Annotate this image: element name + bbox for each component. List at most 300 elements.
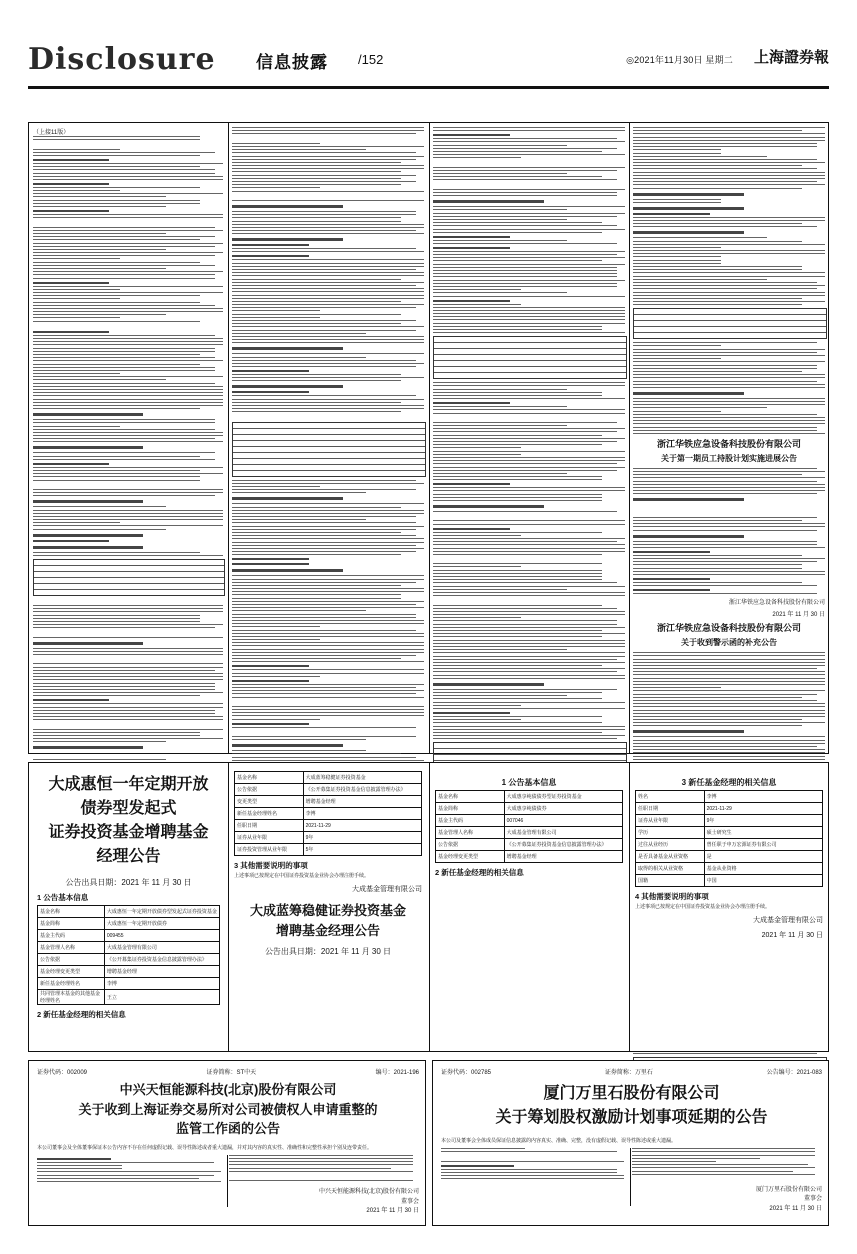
text-line xyxy=(232,171,401,172)
text-line xyxy=(232,690,424,691)
text-line xyxy=(232,178,401,179)
text-line xyxy=(433,698,602,699)
ztne-no: 编号：2021-196 xyxy=(375,1070,419,1076)
text-line xyxy=(633,146,817,147)
fund-left-section-2: 2 新任基金经理的相关信息 xyxy=(37,1010,126,1019)
text-line xyxy=(232,607,424,608)
masthead-title-cn: 信息披露 xyxy=(256,53,328,72)
text-line xyxy=(232,230,416,231)
text-line xyxy=(33,399,223,400)
text-line xyxy=(33,480,200,481)
table-cell-value: 大成蓝筹稳健证券投资基金 xyxy=(303,772,421,784)
text-line xyxy=(33,651,223,652)
text-line xyxy=(633,156,767,157)
text-line xyxy=(633,749,825,750)
text-line xyxy=(33,386,223,387)
text-line xyxy=(633,668,817,669)
text-line xyxy=(433,425,567,426)
text-line xyxy=(232,591,424,592)
text-line xyxy=(433,329,602,330)
text-line xyxy=(232,402,401,403)
fund-r2-section-3: 3 新任基金经理的相关信息 xyxy=(681,778,777,787)
text-line xyxy=(33,689,215,690)
text-line xyxy=(33,738,223,739)
text-line xyxy=(433,454,521,455)
text-line xyxy=(433,712,510,714)
text-line xyxy=(633,558,825,559)
text-line xyxy=(33,686,215,687)
text-line xyxy=(633,474,802,475)
text-line xyxy=(632,1167,815,1168)
article-title-huatie-1: 浙江华铁应急设备科技股份有限公司 xyxy=(656,438,801,449)
text-line xyxy=(33,190,120,191)
text-line xyxy=(232,288,424,289)
text-line xyxy=(232,336,424,337)
text-line xyxy=(33,364,200,365)
text-line xyxy=(633,250,825,251)
text-line xyxy=(433,286,617,287)
text-line xyxy=(33,605,223,606)
text-line xyxy=(33,278,215,279)
text-line xyxy=(232,669,424,670)
table-cell-value: 曾任职于申万宏源证券有限公司 xyxy=(704,839,822,851)
masthead-page-number: /152 xyxy=(358,52,384,67)
text-line xyxy=(33,265,215,266)
text-line xyxy=(33,136,200,137)
text-line xyxy=(232,275,424,276)
text-line xyxy=(232,137,424,141)
text-line xyxy=(433,719,521,720)
text-line xyxy=(433,151,602,152)
text-line xyxy=(37,1181,221,1182)
text-line xyxy=(633,411,721,412)
text-line xyxy=(433,535,521,536)
text-line xyxy=(633,659,825,660)
text-line xyxy=(232,217,401,218)
text-line xyxy=(33,344,223,345)
fund-left-table-1 xyxy=(37,905,220,1005)
table-cell-value: 王立 xyxy=(104,990,219,1005)
table-cell-key: 是否具备基金从业资格 xyxy=(636,851,705,863)
table-cell-key: 基金主代码 xyxy=(436,815,505,827)
text-line xyxy=(433,487,625,488)
text-line xyxy=(232,519,366,520)
text-line xyxy=(633,269,802,270)
text-line xyxy=(232,604,416,605)
top-column-1 xyxy=(33,127,223,749)
text-line xyxy=(433,157,521,158)
text-line xyxy=(232,152,416,153)
text-line xyxy=(433,236,510,238)
text-line xyxy=(232,191,424,192)
text-line xyxy=(433,225,617,226)
table-cell-key: 基金简称 xyxy=(38,918,105,930)
table-row xyxy=(38,978,220,990)
text-line xyxy=(433,528,510,530)
text-line xyxy=(633,681,825,682)
text-line xyxy=(633,130,802,131)
text-line xyxy=(232,391,309,393)
text-line xyxy=(433,161,625,165)
fund-left-title-line-4: 经理公告 xyxy=(96,848,161,865)
text-line xyxy=(433,435,602,436)
text-line xyxy=(232,727,416,728)
text-line xyxy=(633,530,817,531)
article-subtitle-huatie-2: 关于收到警示函的补充公告 xyxy=(681,638,777,648)
text-line xyxy=(633,430,817,431)
text-line xyxy=(633,193,744,196)
table-row xyxy=(233,471,425,476)
text-line xyxy=(33,166,200,167)
top-content-box xyxy=(28,122,829,754)
table-cell-key: 基金经理变更类型 xyxy=(436,851,505,863)
text-line xyxy=(33,692,223,693)
text-line xyxy=(633,133,825,134)
text-line xyxy=(232,353,424,354)
text-line xyxy=(433,332,625,333)
fund-r2-signature: 大成基金管理有限公司 xyxy=(753,917,823,925)
text-line xyxy=(433,195,617,196)
text-line xyxy=(633,578,710,580)
text-line xyxy=(232,730,424,734)
text-line xyxy=(232,301,401,302)
text-line xyxy=(33,608,223,609)
text-line xyxy=(33,615,200,616)
text-line xyxy=(33,383,215,384)
text-line xyxy=(232,304,424,305)
table-cell-value: 增聘基金经理 xyxy=(504,851,622,863)
text-line xyxy=(433,563,602,564)
text-line xyxy=(33,258,120,259)
text-line xyxy=(633,716,825,717)
text-line xyxy=(232,360,416,361)
text-line xyxy=(433,409,625,410)
text-line xyxy=(33,370,215,371)
table-cell-value: 2021-11-29 xyxy=(303,820,421,832)
text-line xyxy=(433,310,625,311)
text-line xyxy=(633,244,825,245)
text-line xyxy=(633,256,721,257)
table-cell-value: 大成惠恒一年定期开放债券型发起式证券投资基金 xyxy=(104,906,219,918)
text-line xyxy=(633,555,802,556)
text-line xyxy=(232,266,424,267)
table-row xyxy=(636,803,823,815)
text-line xyxy=(633,361,825,362)
text-line xyxy=(33,699,109,701)
text-line xyxy=(33,719,223,720)
text-line xyxy=(633,202,721,203)
fund-mid-table xyxy=(234,771,422,856)
table-row xyxy=(235,820,422,832)
table-cell-value: 007046 xyxy=(504,815,622,827)
text-line xyxy=(33,673,223,674)
table-row xyxy=(235,784,422,796)
text-line xyxy=(633,342,817,343)
text-line xyxy=(232,614,416,615)
ztne-date: 2021 年 11 月 30 日 xyxy=(366,1208,419,1215)
text-line xyxy=(232,347,343,350)
text-line xyxy=(232,326,424,327)
text-line xyxy=(232,233,424,234)
text-line xyxy=(232,617,416,618)
text-line xyxy=(33,317,120,318)
table-cell-value: 大成惠享纯债债券 xyxy=(504,803,622,815)
text-line xyxy=(232,563,309,565)
text-line xyxy=(33,729,223,730)
text-line xyxy=(33,262,200,263)
text-line xyxy=(433,524,625,525)
text-line xyxy=(633,231,744,234)
text-line xyxy=(33,183,109,185)
text-line xyxy=(33,741,166,742)
text-line xyxy=(433,640,625,641)
table-cell-key: 变更类型 xyxy=(235,796,304,808)
text-line xyxy=(433,251,625,252)
text-line xyxy=(33,348,215,349)
text-line xyxy=(33,513,223,514)
wanlishi-no: 公告编号：2021-083 xyxy=(766,1070,822,1076)
table-cell-key: 基金名称 xyxy=(436,791,505,803)
text-line xyxy=(232,146,424,147)
text-line xyxy=(33,176,223,177)
text-line xyxy=(232,175,416,176)
text-line xyxy=(232,295,424,296)
text-line xyxy=(33,456,200,457)
text-line xyxy=(633,490,825,491)
text-line xyxy=(633,365,817,366)
text-line xyxy=(232,687,416,688)
table-cell-key: 任职日期 xyxy=(235,820,304,832)
text-line xyxy=(33,295,200,296)
text-line xyxy=(33,243,223,244)
text-line xyxy=(232,503,424,504)
text-line xyxy=(633,582,802,583)
text-line xyxy=(229,1155,413,1156)
text-line xyxy=(633,241,802,242)
table-cell-key: 基金经理变更类型 xyxy=(38,966,105,978)
text-line xyxy=(33,413,143,416)
text-line xyxy=(232,645,424,646)
text-line xyxy=(33,139,200,140)
text-line xyxy=(33,389,223,390)
text-line xyxy=(433,313,625,314)
text-line xyxy=(633,687,721,688)
text-line xyxy=(633,568,802,569)
text-line xyxy=(433,627,625,628)
text-line xyxy=(433,264,625,265)
text-line xyxy=(33,351,215,352)
text-line xyxy=(33,676,223,677)
text-line xyxy=(232,673,424,674)
text-line xyxy=(232,757,416,758)
text-line xyxy=(433,413,625,414)
text-line xyxy=(632,1174,815,1175)
text-line xyxy=(433,200,544,203)
text-line xyxy=(433,729,625,730)
text-line xyxy=(433,500,602,501)
data-table xyxy=(633,308,827,339)
text-line xyxy=(232,333,366,334)
text-line xyxy=(441,1169,617,1170)
text-line xyxy=(633,736,825,737)
text-line xyxy=(232,492,366,493)
text-line xyxy=(33,379,166,380)
text-line xyxy=(433,656,625,657)
text-line xyxy=(633,172,825,173)
text-line xyxy=(33,540,109,542)
text-line xyxy=(433,738,617,739)
text-line xyxy=(232,380,401,381)
text-line xyxy=(433,170,617,171)
text-line xyxy=(33,341,223,342)
text-line xyxy=(433,643,625,644)
text-line xyxy=(33,735,200,736)
table-cell-value: 9年 xyxy=(303,832,421,844)
text-line xyxy=(433,586,625,587)
text-line xyxy=(433,154,625,155)
text-line xyxy=(33,483,223,487)
text-line xyxy=(232,507,401,508)
text-line xyxy=(232,588,424,589)
text-line xyxy=(433,192,617,193)
table-cell-value: 《公开募集证券投资基金信息披露管理办法》 xyxy=(504,839,622,851)
text-line xyxy=(433,382,625,383)
text-line xyxy=(33,459,215,460)
text-line xyxy=(33,759,166,760)
text-line xyxy=(232,744,343,747)
text-line xyxy=(632,1155,815,1156)
text-line xyxy=(33,429,215,430)
text-line xyxy=(232,542,424,543)
text-line xyxy=(232,269,416,270)
table-row xyxy=(636,863,823,875)
text-line xyxy=(633,127,825,128)
data-table xyxy=(232,422,426,477)
text-line xyxy=(33,239,200,240)
text-line xyxy=(33,233,166,234)
text-line xyxy=(633,671,825,672)
text-line xyxy=(232,719,320,720)
text-line xyxy=(232,594,401,595)
text-line xyxy=(433,573,602,574)
text-line xyxy=(633,159,817,160)
ztne-code: 证券代码：002009 xyxy=(37,1070,88,1076)
text-line xyxy=(433,431,617,432)
text-line xyxy=(229,1161,413,1162)
text-line xyxy=(433,189,625,190)
text-line xyxy=(633,743,825,744)
text-line xyxy=(433,179,617,180)
text-line xyxy=(232,626,320,627)
fund-r2-table xyxy=(635,790,823,887)
wanlishi-board: 董事会 xyxy=(803,1196,822,1203)
text-line xyxy=(33,149,120,150)
text-line xyxy=(229,1180,413,1181)
text-line xyxy=(633,752,825,753)
text-line xyxy=(633,471,825,472)
text-line xyxy=(433,557,625,561)
text-line xyxy=(633,417,825,418)
text-line xyxy=(433,243,617,244)
text-line xyxy=(232,684,424,685)
masthead xyxy=(28,40,829,89)
text-line xyxy=(232,156,424,157)
table-cell-value: 大成惠享纯债债券型证券投资基金 xyxy=(504,791,622,803)
continued-from-label: （上接11版） xyxy=(33,130,70,136)
text-line xyxy=(33,516,223,517)
text-line xyxy=(232,221,401,222)
text-line xyxy=(633,759,825,760)
text-line xyxy=(633,140,825,141)
text-line xyxy=(232,320,416,321)
text-line xyxy=(33,703,223,704)
text-line xyxy=(433,326,602,327)
text-line xyxy=(633,541,817,542)
text-line xyxy=(232,187,320,188)
text-line xyxy=(232,149,366,150)
text-line xyxy=(633,655,825,656)
text-line xyxy=(33,648,223,649)
text-line xyxy=(33,519,223,520)
fund-r1-table xyxy=(435,790,623,863)
text-line xyxy=(633,547,825,548)
text-line xyxy=(232,285,416,286)
table-cell-value: 硕士研究生 xyxy=(704,827,822,839)
text-line xyxy=(433,130,625,131)
table-cell-key: 过往从业经历 xyxy=(636,839,705,851)
text-line xyxy=(433,695,567,696)
text-line xyxy=(232,665,309,667)
text-line xyxy=(633,168,817,169)
table-row xyxy=(38,966,220,978)
text-line xyxy=(433,652,625,653)
ztne-board: 董事会 xyxy=(400,1198,419,1205)
fund-announcements-box xyxy=(28,762,829,1052)
text-line xyxy=(633,564,802,565)
text-line xyxy=(633,703,825,704)
text-line xyxy=(33,419,215,420)
table-cell-key: 基金管理人名称 xyxy=(436,827,505,839)
fund-left-section-1: 1 公告基本信息 xyxy=(37,893,89,902)
text-line xyxy=(33,408,200,409)
text-line xyxy=(433,544,625,545)
text-line xyxy=(33,438,215,439)
text-line xyxy=(33,357,215,358)
text-line xyxy=(433,392,602,393)
text-line xyxy=(433,630,602,631)
table-row xyxy=(436,815,623,827)
text-line xyxy=(232,538,424,539)
text-line xyxy=(232,658,401,659)
text-line xyxy=(433,532,602,533)
text-line xyxy=(33,298,120,299)
text-line xyxy=(433,438,625,439)
text-line xyxy=(433,689,617,690)
text-line xyxy=(633,690,825,691)
text-line xyxy=(433,476,602,477)
masthead-paper-name: 上海證券報 xyxy=(753,48,829,66)
text-line xyxy=(232,760,424,761)
text-line xyxy=(433,505,544,508)
top-column-3 xyxy=(433,127,625,749)
text-line xyxy=(232,513,424,514)
table-cell-value: 基金从业资格 xyxy=(704,863,822,875)
text-line xyxy=(33,314,166,315)
text-line xyxy=(433,566,521,567)
text-line xyxy=(33,367,215,368)
text-line xyxy=(441,1178,624,1179)
data-table xyxy=(433,336,627,379)
